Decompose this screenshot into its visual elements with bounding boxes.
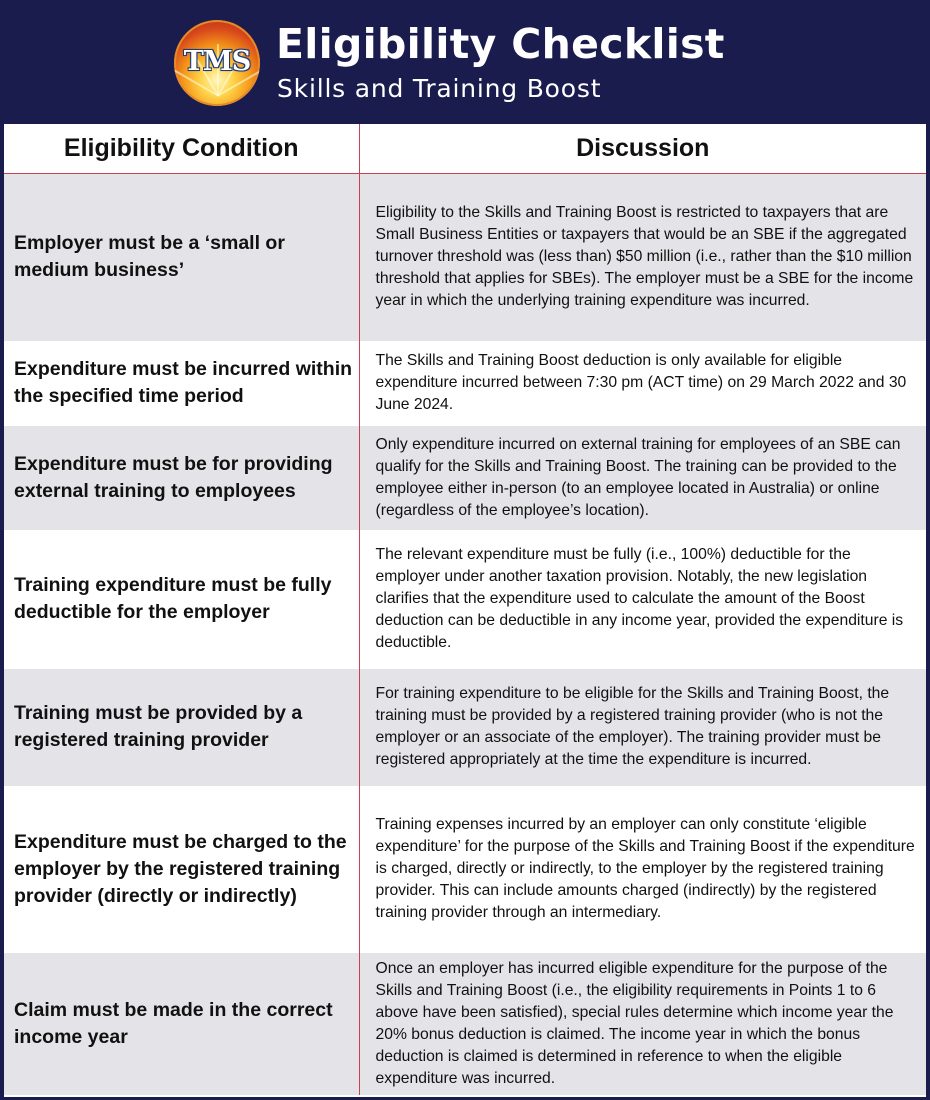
logo-text: TMS xyxy=(183,46,251,77)
column-header-discussion: Discussion xyxy=(359,124,926,174)
discussion-cell: Eligibility to the Skills and Training Boost is restricted to taxpayers that are Small Business Entities or taxpayers that would be an SBE if the aggregated turnover threshold was (less than) $50 million (i.e., rather than the $10 million threshold that applies for SBEs). The employer must be a SBE for the income year in which the underlying training expenditure was incurred. xyxy=(359,174,926,341)
table-row xyxy=(4,341,926,426)
discussion-cell: Once an employer has incurred eligible expenditure for the purpose of the Skills and Training Boost (i.e., the eligibility requirements in Points 1 to 6 above have been satisfied), special rules determine which income year the 20% bonus deduction is claimed. The income year in which the bonus deduction is claimed is determined in reference to when the eligible expenditure was incurred. xyxy=(359,953,926,1095)
discussion-cell: Training expenses incurred by an employer can only constitute ‘eligible expenditure’ for the purpose of the Skills and Training Boost if the expenditure is charged, directly or indirectly, to the employer by the registered training provider. This can include amounts charged (indirectly) by the registered training provider through an intermediary. xyxy=(359,786,926,953)
condition-cell: Expenditure must be for providing external training to employees xyxy=(4,426,359,530)
header xyxy=(0,0,930,124)
table-row xyxy=(4,530,926,669)
table-row xyxy=(4,953,926,1095)
discussion-cell: Only expenditure incurred on external training for employees of an SBE can qualify for the Skills and Training Boost. The training can be provided to the employee either in-person (to an employee located in Australia) or online (regardless of the employee’s location). xyxy=(359,426,926,530)
condition-cell: Expenditure must be charged to the employer by the registered training provider (directly or indirectly) xyxy=(4,786,359,953)
condition-cell: Expenditure must be incurred within the specified time period xyxy=(4,341,359,426)
eligibility-table xyxy=(4,124,926,1097)
condition-cell: Claim must be made in the correct income year xyxy=(4,953,359,1095)
discussion-cell: For training expenditure to be eligible for the Skills and Training Boost, the training must be provided by a registered training provider (who is not the employer or an associate of the employer). The training provider must be registered appropriately at the time the expenditure is incurred. xyxy=(359,669,926,786)
discussion-cell: The Skills and Training Boost deduction is only available for eligible expenditure incurred between 7:30 pm (ACT time) on 29 March 2022 and 30 June 2024. xyxy=(359,341,926,426)
table-row xyxy=(4,174,926,341)
condition-cell: Training expenditure must be fully deductible for the employer xyxy=(4,530,359,669)
tms-logo xyxy=(174,20,260,106)
discussion-cell: The relevant expenditure must be fully (i.e., 100%) deductible for the employer under another taxation provision. Notably, the new legislation clarifies that the expenditure used to calculate the amount of the Boost deduction can be deductible in any income year, provided the expenditure is deductible. xyxy=(359,530,926,669)
page-subtitle: Skills and Training Boost xyxy=(277,74,602,103)
condition-cell: Employer must be a ‘small or medium business’ xyxy=(4,174,359,341)
table-row xyxy=(4,426,926,530)
column-header-condition: Eligibility Condition xyxy=(4,124,359,174)
table-row xyxy=(4,786,926,953)
table-row xyxy=(4,669,926,786)
page-title: Eligibility Checklist xyxy=(276,20,725,68)
condition-cell: Training must be provided by a registered training provider xyxy=(4,669,359,786)
